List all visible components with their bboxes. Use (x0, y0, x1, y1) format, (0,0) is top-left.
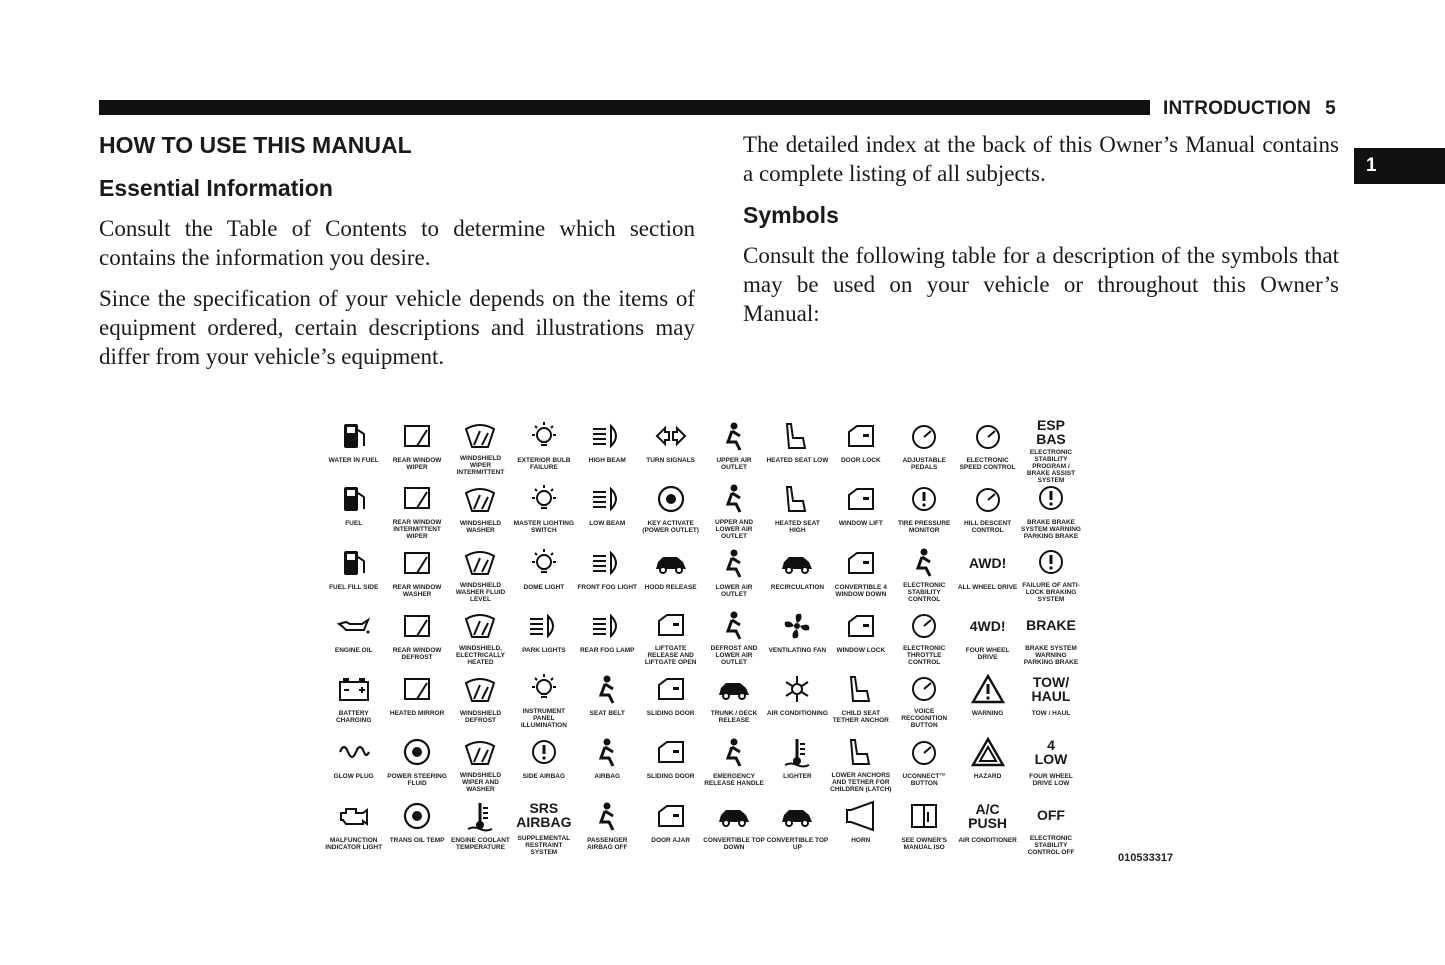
symbol-label: DOOR AJAR (651, 836, 691, 844)
symbols-grid (322, 413, 1112, 868)
rear-defrost-icon (397, 608, 437, 644)
symbol-label: CHILD SEAT TETHER ANCHOR (832, 710, 889, 725)
symbol-label: REAR WINDOW INTERMITTENT WIPER (392, 518, 442, 540)
tow-haul-icon (1031, 671, 1071, 707)
symbol-cell (1019, 413, 1082, 484)
symbol-cell (639, 729, 702, 792)
symbol-glyph-text: 4WD! (969, 617, 1006, 634)
air-outlet-icon (714, 418, 754, 454)
symbol-cell (512, 413, 575, 476)
symbol-glyph-text: SRS AIRBAG (516, 799, 572, 830)
symbol-cell (639, 666, 702, 729)
symbol-cell (322, 729, 385, 792)
symbol-cell (893, 666, 956, 729)
side-airbag-icon (524, 734, 564, 770)
symbol-cell (893, 603, 956, 666)
esc-off-icon (1031, 798, 1071, 832)
paragraph-index: The detailed index at the back of this Owner’s Manual contains a complete listing of all subjects. (743, 132, 1339, 186)
symbol-label: PARK LIGHTS (522, 646, 566, 654)
symbol-cell (385, 729, 448, 792)
light-switch-icon (524, 481, 564, 517)
symbol-cell (956, 666, 1019, 729)
symbol-cell (893, 476, 956, 539)
window-down-icon (841, 545, 881, 581)
windshield-washer-icon (460, 481, 500, 517)
symbol-label: AIRBAG (594, 773, 621, 781)
symbol-label: WINDSHIELD DEFROST (459, 710, 502, 725)
door-ajar-icon (651, 798, 691, 834)
symbol-label: HORN (851, 836, 871, 844)
symbol-glyph-text: BRAKE (1026, 617, 1076, 634)
symbol-cell (576, 476, 639, 539)
symbol-label: LOW BEAM (589, 520, 626, 528)
symbol-label: SEAT BELT (589, 710, 625, 718)
symbol-label: TRANS OIL TEMP (389, 836, 445, 844)
symbol-cell (512, 793, 575, 856)
symbol-label: REAR WINDOW DEFROST (392, 646, 442, 661)
low-beam-icon (587, 481, 627, 517)
symbol-label: WATER IN FUEL (328, 457, 379, 464)
symbol-label: BRAKE BRAKE SYSTEM WARNING PARKING BRAKE (1021, 518, 1081, 540)
symbol-cell (1019, 476, 1082, 539)
symbol-cell (893, 793, 956, 856)
heated-seat-icon (777, 418, 817, 454)
symbol-cell (449, 729, 512, 792)
symbol-label: INSTRUMENT PANEL ILLUMINATION (520, 708, 567, 730)
symbol-cell (766, 729, 829, 792)
snowflake-icon (777, 671, 817, 707)
engine-icon (334, 798, 374, 834)
air-outlet-icon (714, 545, 754, 581)
symbol-label: WINDOW LOCK (836, 646, 886, 654)
recirculation-icon (777, 545, 817, 581)
symbol-label: HOOD RELEASE (644, 583, 697, 591)
symbol-label: TRUNK / DECK RELEASE (710, 710, 758, 725)
symbol-cell (385, 666, 448, 729)
symbol-cell (766, 666, 829, 729)
symbol-cell (829, 413, 892, 476)
symbol-cell (829, 729, 892, 792)
symbol-label: DEFROST AND LOWER AIR OUTLET (710, 645, 758, 667)
symbol-label: FOUR WHEEL DRIVE (965, 646, 1010, 661)
paragraph-table-of-contents: Consult the Table of Contents to determine which section contains the information you desire. (99, 216, 695, 270)
symbol-cell (322, 666, 385, 729)
symbol-cell (829, 540, 892, 603)
symbol-cell (385, 413, 448, 476)
awd-icon (968, 545, 1008, 581)
symbol-label: VOICE RECOGNITION BUTTON (901, 708, 948, 730)
bulb-failure-icon (524, 418, 564, 454)
left-column (99, 130, 695, 371)
convertible-up-icon (777, 798, 817, 834)
fuel-fill-side-icon (334, 545, 374, 581)
symbol-cell (322, 413, 385, 476)
symbol-label: HEATED SEAT HIGH (774, 520, 820, 535)
section-name: INTRODUCTION (1163, 98, 1312, 119)
symbol-label: SUPPLEMENTAL RESTRAINT SYSTEM (517, 835, 571, 857)
oil-can-icon (334, 608, 374, 644)
symbol-label: LOWER AIR OUTLET (715, 583, 753, 598)
voice-icon (904, 671, 944, 705)
symbol-cell (576, 793, 639, 856)
symbol-cell (512, 729, 575, 792)
heated-windshield-icon (460, 608, 500, 642)
stability-control-icon (904, 545, 944, 579)
symbol-label: DOME LIGHT (523, 583, 565, 591)
symbol-cell (512, 603, 575, 666)
symbol-label: AIR CONDITIONER (958, 836, 1017, 844)
panel-illumination-icon (524, 671, 564, 705)
symbol-label: FOUR WHEEL DRIVE LOW (1029, 773, 1073, 788)
srs-icon (516, 798, 572, 832)
symbol-label: WINDSHIELD WASHER (459, 520, 502, 535)
symbol-cell (702, 413, 765, 476)
symbol-cell (702, 793, 765, 856)
symbol-label: UCONNECT™ BUTTON (902, 773, 946, 788)
symbol-cell (702, 666, 765, 729)
symbol-label: SIDE AIRBAG (522, 773, 566, 781)
window-lock-icon (841, 608, 881, 644)
symbol-cell (512, 476, 575, 539)
symbol-label: HEATED SEAT LOW (766, 457, 829, 464)
symbol-cell (956, 476, 1019, 539)
liftgate-icon (651, 608, 691, 642)
right-column (743, 130, 1339, 328)
symbol-label: MALFUNCTION INDICATOR LIGHT (325, 836, 383, 851)
symbol-cell (322, 540, 385, 603)
symbol-cell (576, 413, 639, 476)
symbol-label: REAR WINDOW WASHER (392, 583, 442, 598)
symbol-glyph-text: 4 LOW (1034, 737, 1068, 768)
symbol-label: ENGINE COOLANT TEMPERATURE (451, 836, 510, 851)
symbol-cell (449, 603, 512, 666)
symbol-cell (449, 540, 512, 603)
windshield-defrost-icon (460, 671, 500, 707)
coolant-icon (460, 798, 500, 834)
passenger-airbag-off-icon (587, 798, 627, 834)
symbol-cell (893, 413, 956, 476)
heated-seat-icon (777, 481, 817, 517)
symbol-label: EXTERIOR BULB FAILURE (517, 457, 571, 471)
symbol-label: FRONT FOG LIGHT (577, 583, 638, 591)
manual-icon (904, 798, 944, 834)
symbol-cell (893, 540, 956, 603)
sliding-door-icon (651, 734, 691, 770)
symbol-label: TURN SIGNALS (646, 457, 696, 464)
symbol-cell (385, 476, 448, 539)
pedals-icon (904, 418, 944, 454)
symbol-cell (829, 793, 892, 856)
symbol-cell (956, 729, 1019, 792)
symbol-glyph-text: OFF (1036, 806, 1065, 823)
symbols-figure (322, 413, 1182, 868)
subsection-essential-information: Essential Information (99, 175, 333, 201)
sliding-door-icon (651, 671, 691, 707)
symbol-cell (639, 603, 702, 666)
rear-window-wiper-icon (397, 418, 437, 454)
symbol-label: SEE OWNER'S MANUAL ISO (901, 836, 947, 851)
symbol-cell (702, 540, 765, 603)
symbol-cell (576, 603, 639, 666)
symbol-label: BRAKE SYSTEM WARNING PARKING BRAKE (1023, 645, 1079, 667)
symbol-cell (385, 603, 448, 666)
symbol-label: ALL WHEEL DRIVE (957, 583, 1018, 591)
symbol-label: ELECTRONIC STABILITY CONTROL (903, 581, 946, 603)
esp-bas-icon (1031, 418, 1071, 446)
symbol-cell (829, 666, 892, 729)
symbol-cell (1019, 729, 1082, 792)
symbol-cell (956, 793, 1019, 856)
symbol-cell (702, 729, 765, 792)
rear-fog-icon (587, 608, 627, 644)
symbol-cell (512, 666, 575, 729)
symbol-cell (766, 413, 829, 476)
symbol-cell (956, 540, 1019, 603)
symbol-cell (322, 793, 385, 856)
symbol-label: SLIDING DOOR (646, 710, 695, 718)
symbol-label: TIRE PRESSURE MONITOR (898, 520, 951, 535)
seat-belt-icon (587, 671, 627, 707)
symbol-glyph-text: ESP BAS (1036, 417, 1066, 447)
symbol-cell (829, 476, 892, 539)
symbol-cell (449, 666, 512, 729)
trunk-icon (714, 671, 754, 707)
symbol-cell (322, 476, 385, 539)
warning-triangle-icon (968, 671, 1008, 707)
4wd-icon (968, 608, 1008, 644)
fuel-pump-icon (334, 481, 374, 517)
battery-icon (334, 671, 374, 707)
brake-warning-icon (1031, 481, 1071, 515)
washer-fluid-icon (460, 545, 500, 579)
symbol-label: FUEL (345, 520, 363, 528)
symbol-label: SLIDING DOOR (646, 773, 695, 781)
hill-descent-icon (968, 481, 1008, 517)
symbol-cell (766, 603, 829, 666)
defrost-outlet-icon (714, 608, 754, 642)
symbol-label: ADJUSTABLE PEDALS (902, 457, 946, 471)
park-lights-icon (524, 608, 564, 644)
water-in-fuel-icon (334, 418, 374, 454)
symbol-label: FUEL FILL SIDE (329, 583, 379, 591)
symbol-cell (385, 540, 448, 603)
symbol-label: ENGINE OIL (334, 646, 373, 654)
symbol-cell (1019, 666, 1082, 729)
symbol-cell (766, 793, 829, 856)
symbol-label: REAR FOG LAMP (579, 646, 635, 654)
turn-signals-icon (651, 418, 691, 454)
brake-text-icon (1026, 608, 1076, 642)
symbol-cell (1019, 540, 1082, 603)
symbol-cell (576, 729, 639, 792)
convertible-down-icon (714, 798, 754, 834)
symbol-glyph-text: AWD! (968, 554, 1007, 571)
paragraph-specification: Since the specification of your vehicle depends on the items of equipment ordered, certain descriptions and illustrations may differ from your vehicle’s equipment. (99, 286, 695, 369)
hood-release-icon (651, 545, 691, 581)
wiper-washer-icon (460, 734, 500, 768)
symbol-cell (639, 413, 702, 476)
symbol-label: HAZARD (973, 773, 1002, 781)
emergency-release-icon (714, 734, 754, 770)
door-lock-icon (841, 418, 881, 454)
airbag-icon (587, 734, 627, 770)
symbol-label: WARNING (971, 710, 1004, 718)
header-rule (99, 100, 1150, 115)
front-fog-icon (587, 545, 627, 581)
chapter-tab: 1 (1354, 148, 1445, 184)
symbol-cell (322, 603, 385, 666)
symbol-label: PASSENGER AIRBAG OFF (587, 836, 628, 851)
symbol-label: DOOR LOCK (840, 457, 881, 464)
symbol-cell (956, 603, 1019, 666)
symbol-cell (512, 540, 575, 603)
symbol-label: ELECTRONIC STABILITY PROGRAM / BRAKE ASSIST SYSTEM (1026, 449, 1076, 484)
figure-code: 010533317 (1118, 852, 1174, 864)
symbol-cell (449, 476, 512, 539)
symbol-cell (449, 413, 512, 476)
symbol-label: BATTERY CHARGING (335, 710, 372, 725)
symbol-label: LOWER ANCHORS AND TETHER FOR CHILDREN (LATCH) (830, 771, 892, 793)
section-title: HOW TO USE THIS MANUAL (99, 132, 412, 158)
window-lift-icon (841, 481, 881, 517)
latch-icon (841, 734, 881, 768)
symbol-cell (576, 666, 639, 729)
symbol-label: CONVERTIBLE TOP UP (766, 836, 829, 851)
glow-plug-icon (334, 734, 374, 770)
abs-icon (1031, 545, 1071, 579)
symbol-cell (1019, 793, 1082, 856)
symbol-label: WINDSHIELD WIPER AND WASHER (459, 771, 502, 793)
symbol-cell (893, 729, 956, 792)
symbol-label: REAR WINDOW WIPER (392, 457, 442, 471)
ac-push-icon (968, 798, 1008, 834)
steering-icon (397, 734, 437, 770)
trans-temp-icon (397, 798, 437, 834)
symbol-cell (702, 603, 765, 666)
symbol-label: WINDSHIELD, ELECTRICALLY HEATED (456, 645, 505, 667)
symbol-glyph-text: A/C PUSH (968, 800, 1008, 831)
symbol-label: LIFTGATE RELEASE AND LIFTGATE OPEN (644, 645, 697, 667)
air-outlet-icon (714, 481, 754, 515)
symbol-label: FAILURE OF ANTI-LOCK BRAKING SYSTEM (1022, 581, 1080, 603)
symbol-cell (829, 603, 892, 666)
symbol-label: HIGH BEAM (588, 457, 626, 464)
uconnect-icon (904, 734, 944, 770)
symbol-cell (639, 793, 702, 856)
rear-window-washer-icon (397, 545, 437, 581)
symbol-label: WINDSHIELD WASHER FLUID LEVEL (455, 581, 506, 603)
symbol-label: ELECTRONIC THROTTLE CONTROL (903, 645, 946, 667)
windshield-wiper-icon (460, 418, 500, 452)
lighter-icon (777, 734, 817, 770)
symbol-label: POWER STEERING FLUID (387, 773, 447, 788)
symbol-label: CONVERTIBLE 4 WINDOW DOWN (834, 583, 887, 598)
key-icon (651, 481, 691, 517)
symbol-label: UPPER AIR OUTLET (716, 457, 752, 471)
symbol-cell (576, 540, 639, 603)
horn-icon (841, 798, 881, 834)
symbol-label: RECIRCULATION (770, 583, 825, 591)
symbol-cell (702, 476, 765, 539)
symbol-label: EMERGENCY RELEASE HANDLE (704, 773, 764, 788)
page-number: 5 (1325, 98, 1336, 119)
fan-icon (777, 608, 817, 644)
symbol-cell (1019, 603, 1082, 666)
symbol-label: TOW / HAUL (1031, 710, 1071, 718)
symbol-label: AIR CONDITIONING (766, 710, 828, 718)
symbol-cell (766, 476, 829, 539)
symbol-cell (639, 540, 702, 603)
4-low-icon (1031, 734, 1071, 770)
symbol-glyph-text: TOW/ HAUL (1031, 674, 1071, 705)
speed-control-icon (968, 418, 1008, 454)
symbol-label: UPPER AND LOWER AIR OUTLET (715, 518, 754, 540)
hazard-icon (968, 734, 1008, 770)
symbol-label: HILL DESCENT CONTROL (963, 520, 1012, 535)
symbol-cell (766, 540, 829, 603)
throttle-icon (904, 608, 944, 642)
symbol-label: ELECTRONIC SPEED CONTROL (959, 457, 1016, 471)
symbol-cell (639, 476, 702, 539)
symbol-label: VENTILATING FAN (768, 646, 827, 654)
symbol-label: WINDOW LIFT (838, 520, 883, 528)
high-beam-icon (587, 418, 627, 454)
symbol-label: WINDSHIELD WIPER INTERMITTENT (456, 455, 505, 477)
symbol-label: LIGHTER (783, 773, 812, 781)
paragraph-symbols: Consult the following table for a description of the symbols that may be used on your vehicle or throughout this Owner’s Manual: (743, 243, 1339, 326)
rear-window-wiper-icon (397, 481, 437, 515)
subsection-symbols: Symbols (743, 202, 839, 228)
symbol-label: GLOW PLUG (333, 773, 374, 781)
symbol-label: KEY ACTIVATE (POWER OUTLET) (642, 520, 699, 535)
dome-light-icon (524, 545, 564, 581)
symbol-label: CONVERTIBLE TOP DOWN (703, 836, 765, 851)
symbol-cell (385, 793, 448, 856)
child-seat-icon (841, 671, 881, 707)
symbol-label: MASTER LIGHTING SWITCH (513, 520, 575, 535)
symbol-label: ELECTRONIC STABILITY CONTROL OFF (1027, 835, 1075, 857)
tire-pressure-icon (904, 481, 944, 517)
running-header (1163, 98, 1336, 120)
heated-mirror-icon (397, 671, 437, 707)
symbol-label: HEATED MIRROR (389, 710, 445, 718)
symbol-cell (449, 793, 512, 856)
symbol-cell (956, 413, 1019, 476)
